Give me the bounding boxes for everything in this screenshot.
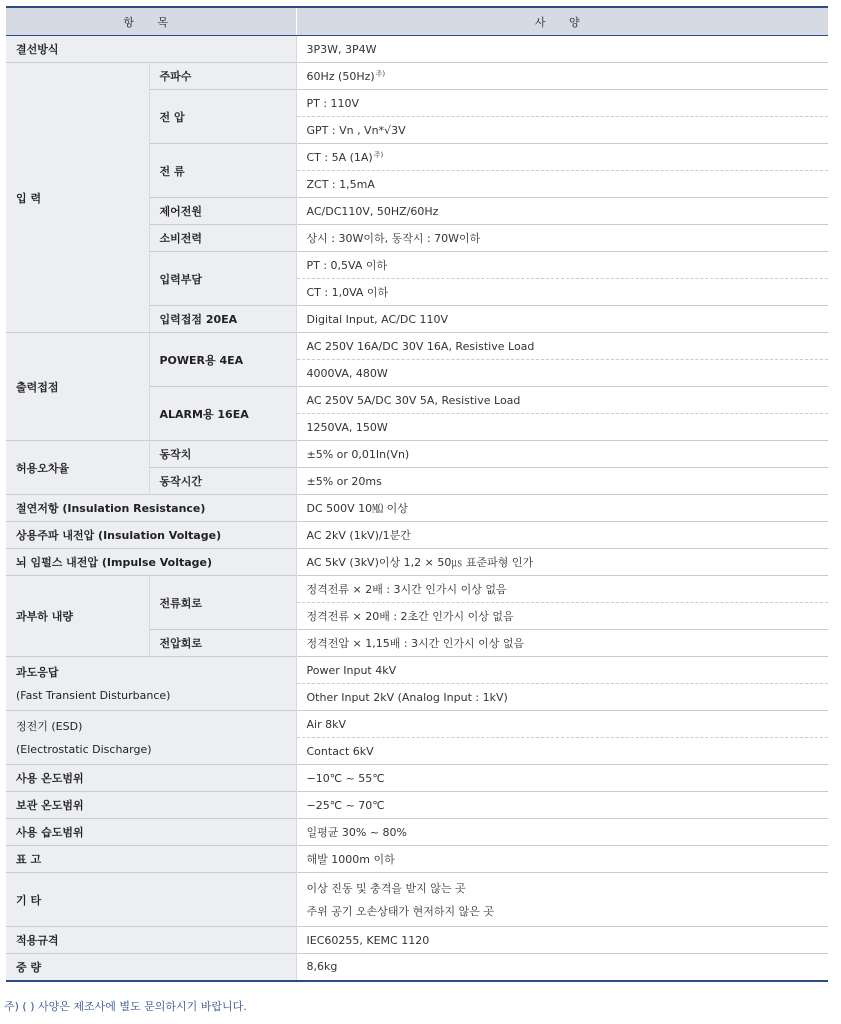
row-label-standard: 적용규격	[6, 927, 296, 954]
table-row	[6, 792, 828, 819]
row-value-insulation-resistance: DC 500V 10㏁ 이상	[296, 495, 828, 522]
row-value-humidity: 일평균 30% ~ 80%	[296, 819, 828, 846]
spec-table	[6, 6, 828, 982]
row-label-altitude: 표 고	[6, 846, 296, 873]
row-value-current-circuit-2x: 정격전류 × 2배 : 3시간 인가시 이상 없음	[296, 576, 828, 603]
row-value-esd-air: Air 8kV	[296, 711, 828, 738]
table-row	[6, 873, 828, 927]
table-row	[6, 954, 828, 981]
row-label-op-temp: 사용 온도범위	[6, 765, 296, 792]
row-value-burden-ct: CT : 1,0VA 이하	[296, 279, 828, 306]
row-value-weight: 8,6kg	[296, 954, 828, 981]
row-value-current-zct: ZCT : 1,5mA	[296, 171, 828, 198]
sub-label-voltage: 전 압	[149, 90, 296, 144]
row-value-power-capacity: 4000VA, 480W	[296, 360, 828, 387]
row-value-other-2: 주위 공기 오손상태가 현저하지 않은 곳	[306, 904, 494, 918]
row-value-op-value: ±5% or 0,01In(Vn)	[296, 441, 828, 468]
row-value-frequency: 60Hz (50Hz)$^{주)}$	[296, 63, 828, 90]
sub-label-op-value: 동작치	[149, 441, 296, 468]
table-row	[6, 495, 828, 522]
footnote: 주) ( ) 사양은 제조사에 별도 문의하시기 바랍니다.	[4, 1000, 247, 1013]
row-value-op-time: ±5% or 20ms	[296, 468, 828, 495]
table-row	[6, 711, 828, 738]
table-row	[6, 765, 828, 792]
sub-label-current: 전 류	[149, 144, 296, 198]
table-row	[6, 846, 828, 873]
table-row	[6, 36, 828, 63]
row-value-voltage-gpt: GPT : Vn , Vn*√3V	[296, 117, 828, 144]
row-value-voltage-pt: PT : 110V	[296, 90, 828, 117]
row-label-insulation-voltage: 상용주파 내전압 (Insulation Voltage)	[6, 522, 296, 549]
row-value-impulse-voltage: AC 5kV (3kV)이상 1,2 × 50㎲ 표준파형 인가	[296, 549, 828, 576]
row-value-connection: 3P3W, 3P4W	[296, 36, 828, 63]
row-value-transient-other: Other Input 2kV (Analog Input : 1kV)	[296, 684, 828, 711]
row-label-transient-ko: 과도응답	[16, 665, 59, 679]
row-label-tolerance: 허용오차율	[6, 441, 149, 495]
table-header-row	[6, 7, 828, 36]
table-row	[6, 333, 828, 360]
row-value-storage-temp: −25℃ ~ 70℃	[296, 792, 828, 819]
row-label-overload: 과부하 내량	[6, 576, 149, 657]
sub-label-control-power: 제어전원	[149, 198, 296, 225]
table-row	[6, 549, 828, 576]
row-label-impulse-voltage: 뇌 임펄스 내전압 (Impulse Voltage)	[6, 549, 296, 576]
sub-label-burden: 입력부담	[149, 252, 296, 306]
sub-label-contacts: 입력접점 20EA	[149, 306, 296, 333]
row-label-esd-ko: 정전기 (ESD)	[16, 719, 83, 733]
row-label-other: 기 타	[6, 873, 296, 927]
row-value-current-ct: CT : 5A (1A)$^{주)}$	[296, 144, 828, 171]
row-value-consumption: 상시 : 30W이하, 동작시 : 70W이하	[296, 225, 828, 252]
row-value-power-rating: AC 250V 16A/DC 30V 16A, Resistive Load	[296, 333, 828, 360]
row-value-insulation-voltage: AC 2kV (1kV)/1분간	[296, 522, 828, 549]
row-value-other	[296, 873, 828, 927]
row-label-weight: 중 량	[6, 954, 296, 981]
row-label-esd-en: (Electrostatic Discharge)	[16, 742, 152, 756]
table-row	[6, 63, 828, 90]
row-label-output: 출력접점	[6, 333, 149, 441]
table-row	[6, 819, 828, 846]
row-value-alarm-rating: AC 250V 5A/DC 30V 5A, Resistive Load	[296, 387, 828, 414]
table-row	[6, 927, 828, 954]
table-row	[6, 441, 828, 468]
row-value-voltage-circuit: 정격전압 × 1,15배 : 3시간 인가시 이상 없음	[296, 630, 828, 657]
header-spec: 사 양	[296, 7, 828, 36]
row-label-transient-en: (Fast Transient Disturbance)	[16, 688, 171, 702]
row-value-other-1: 이상 진동 및 충격을 받지 않는 곳	[306, 881, 466, 895]
table-row	[6, 522, 828, 549]
row-label-insulation-resistance: 절연저항 (Insulation Resistance)	[6, 495, 296, 522]
note-mark: 주)	[375, 70, 386, 78]
sub-label-alarm: ALARM용 16EA	[149, 387, 296, 441]
sub-label-current-circuit: 전류회로	[149, 576, 296, 630]
row-value-esd-contact: Contact 6kV	[296, 738, 828, 765]
row-label-humidity: 사용 습도범위	[6, 819, 296, 846]
sub-label-power: POWER용 4EA	[149, 333, 296, 387]
row-value-control-power: AC/DC110V, 50HZ/60Hz	[296, 198, 828, 225]
row-label-esd	[6, 711, 296, 765]
sub-label-voltage-circuit: 전압회로	[149, 630, 296, 657]
row-value-contacts: Digital Input, AC/DC 110V	[296, 306, 828, 333]
row-value-current-circuit-20x: 정격전류 × 20배 : 2초간 인가시 이상 없음	[296, 603, 828, 630]
row-value-transient-power: Power Input 4kV	[296, 657, 828, 684]
row-label-transient	[6, 657, 296, 711]
header-item: 항 목	[6, 7, 296, 36]
row-label-storage-temp: 보관 온도범위	[6, 792, 296, 819]
note-mark: 주)	[373, 151, 384, 159]
row-value-op-temp: −10℃ ~ 55℃	[296, 765, 828, 792]
row-value-standard: IEC60255, KEMC 1120	[296, 927, 828, 954]
row-label-connection: 결선방식	[6, 36, 296, 63]
row-value-burden-pt: PT : 0,5VA 이하	[296, 252, 828, 279]
table-row	[6, 657, 828, 684]
sub-label-consumption: 소비전력	[149, 225, 296, 252]
row-label-input: 입 력	[6, 63, 149, 333]
table-row	[6, 576, 828, 603]
sub-label-frequency: 주파수	[149, 63, 296, 90]
sub-label-op-time: 동작시간	[149, 468, 296, 495]
row-value-alarm-capacity: 1250VA, 150W	[296, 414, 828, 441]
row-value-altitude: 해발 1000m 이하	[296, 846, 828, 873]
